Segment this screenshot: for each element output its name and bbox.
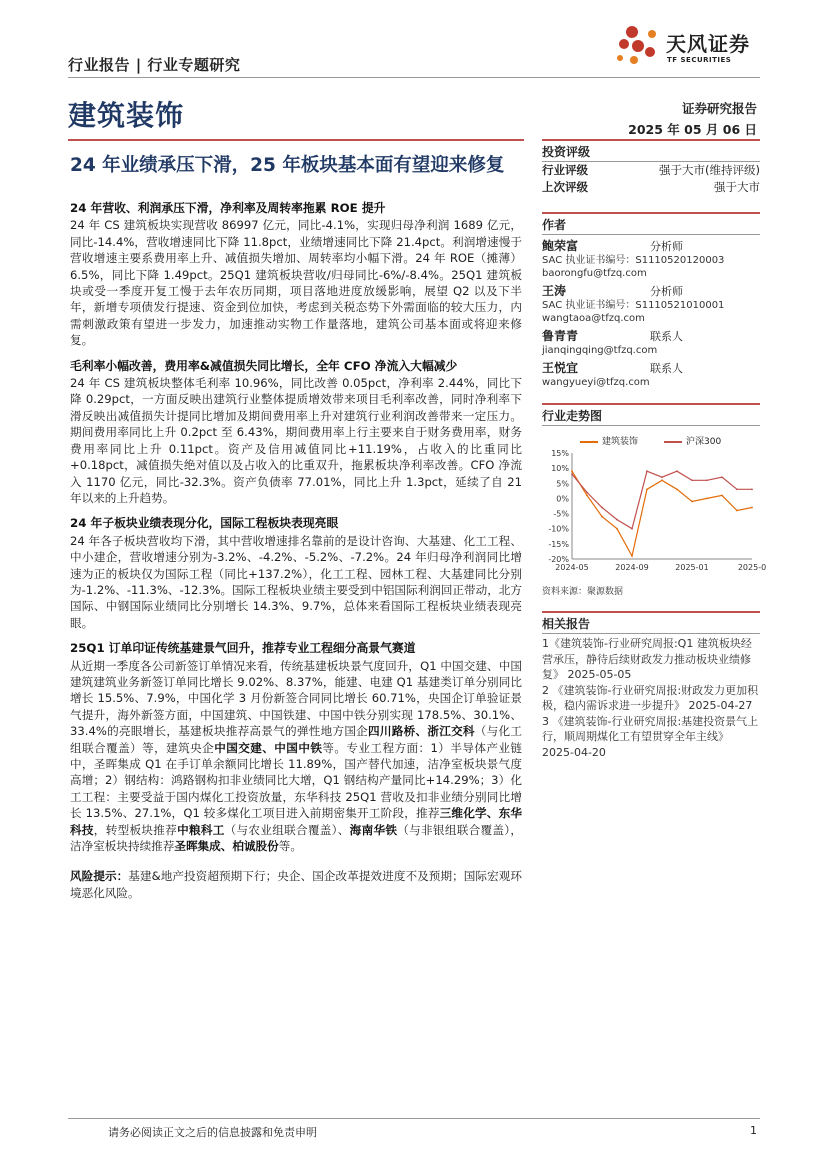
author-role: 联系人 (650, 362, 683, 375)
y-tick-label: 15% (551, 449, 569, 458)
section-body: 24 年各子板块营收均下滑，其中营收增速排名靠前的是设计咨询、大基建、化工工程、中小建企，营收增速分别为-3.2%、-4.2%、-5.2%、-7.2%。24 年归母净利润同比增速为正的板块仅为国际工程（同比+137.2%），化工工程、园林工程、大基建同比分别为-1.2%、-11.3%、-12.3%。国际工程板块业绩主要受到中铝国际利润回正带动，北方国际、中钢国际业绩同比分别增长 14.3%、9.7%，总体来看国际工程板块业绩表现亮眼。 (70, 533, 522, 630)
rating-key: 上次评级 (542, 180, 588, 194)
author-block (542, 359, 760, 389)
series-point (676, 470, 678, 472)
legend-swatch (664, 441, 682, 443)
page-number: 1 (750, 1124, 757, 1137)
series-point (631, 528, 633, 530)
x-tick-label: 2025-01 (675, 563, 709, 572)
y-tick-label: -5% (553, 509, 569, 519)
author-name: 王涛 (542, 284, 567, 298)
body-text: 从近期一季度各公司新签订单情况来看，传统基建板块景气度回升，Q1 中国交建、中国建筑建筑业务新签订单同比增长 9.02%、8.37%，能建、电建 Q1 基建类订单分别同比增长 15.5%、7.9%，中国化学 3 月份新签合同同比增长 60.71%，央国企订单验证景气提升，海外新签方面，中国建筑、中国铁建、中国中铁分别实现 178.5%、30.1%、33.4%的亮眼增长，基建板块推荐高景气的弹性地方国企 (70, 658, 522, 739)
series-point (706, 479, 708, 481)
section-body: 24 年 CS 建筑板块整体毛利率 10.96%，同比改善 0.05pct，净利率 2.44%，同比下降 0.29pct，一方面反映出建筑行业整体提质增效带来项目毛利率改善，同时净利率下滑反映出减值损失计提同比增加及期间费用率上升对建筑行业利润改善带来一定压力。期间费用率同比上升 0.2pct 至 6.43%，期间费用率上行主要来自于财务费用率，财务费用率同比上升 0.11pct。资产及信用减值同比+11.19%，占收入的比重同比+0.18pct，减值损失绝对值以及占收入的比重双升，拖累板块净利率改善。CFO 净流入 1170 亿元，同比-32.3%。资产负债率 77.01%，同比上升 1.3pct，延续了自 21 年以来的上升趋势。 (70, 376, 522, 505)
author-cert: SAC 执业证书编号：S1110520120003 (542, 255, 725, 266)
risk-warning (70, 868, 522, 901)
author-email[interactable]: baorongfu@tfzq.com (542, 268, 647, 279)
section-body: 24 年 CS 建筑板块实现营收 86997 亿元，同比-4.1%，实现归母净利润 1689 亿元，同比-14.4%，营收增速同比下降 11.8pct，业绩增速同比下降 21.4pct。利润增速慢于营收增速主要系费用率上升、减值损失增加、周转率均小幅下滑。24 年 ROE（摊薄）6.5%，同比下降 1.49pct。25Q1 建筑板块营收/归母同比-6%/-8.4%。25Q1 建筑板块或受一季度开复工慢于去年农历同期，项目落地进度放缓影响，展望 Q2 以及下半年，新增专项债发行提速、资金到位加快，考虑到关税态势下外需面临的较大压力，内需刺激政策有望进一步发力，加速推动实物工作量落地，建筑公司基本面或将迎来修复。 (70, 218, 522, 348)
report-date: 2025 年 05 月 06 日 (628, 122, 757, 137)
stock-highlight: 海南华铁 (349, 822, 398, 837)
y-tick-label: -15% (548, 539, 569, 549)
author-name: 鲁青青 (542, 329, 579, 343)
series-point (706, 498, 708, 500)
author-name: 鲍荣富 (542, 239, 579, 253)
section-heading: 25Q1 订单印证传统基建景气回升，推荐专业工程细分高景气赛道 (70, 641, 416, 656)
series-point (736, 488, 738, 490)
series-point (571, 470, 573, 472)
section-4 (70, 640, 522, 854)
header-divider (68, 77, 760, 78)
series-point (571, 473, 573, 475)
stock-highlight: 中国交建、中国中铁 (214, 740, 323, 755)
risk-label: 风险提示： (70, 869, 129, 884)
x-tick-label: 2024-05 (555, 563, 589, 572)
author-cert: SAC 执业证书编号：S1110521010001 (542, 300, 725, 311)
body-text: （与化工组联合覆盖）等，建筑央企 (70, 724, 522, 755)
series-point (736, 510, 738, 512)
chart-source: 资料来源：聚源数据 (542, 587, 624, 597)
stock-highlight: 中粮科工 (177, 822, 225, 837)
body-text: 等。 (278, 839, 302, 854)
authors-title: 作者 (542, 218, 567, 232)
rating-value: 强于大市(维持评级) (659, 163, 760, 177)
related-title: 相关报告 (542, 617, 591, 631)
body-text: （与农业组联合覆盖）、 (224, 822, 350, 837)
main-content (70, 200, 522, 910)
related-report-link[interactable]: 2 《建筑装饰-行业研究周报:财政发力更加积极，稳内需诉求进一步提升》 2025-04-27 (542, 683, 759, 712)
body-text: 等。专业工程方面：1）半导体产业链中，圣晖集成 Q1 在手订单余额同比增长 11.89%，国产替代加速，洁净室板块景气度高增；2）钢结构：鸿路钢构扣非业绩同比大增，Q1 钢结构产量同比+14.29%；3）化工工程：主要受益于国内煤化工投资放量，东华科技 25Q1 营收及扣非业绩分别同比增长 13.5%、27.1%，Q1 较多煤化工项目进入前期密集开工阶段，推荐 (70, 740, 522, 821)
title-rule (68, 139, 524, 141)
tf-logo-icon (612, 22, 664, 72)
series-point (586, 491, 588, 493)
trend-title: 行业走势图 (542, 409, 603, 423)
series-point (601, 516, 603, 518)
x-tick-label: 2025-0 (737, 563, 767, 572)
author-email[interactable]: wangyueyi@tfzq.com (542, 377, 650, 388)
trend-chart-svg (542, 447, 767, 579)
body-text: （与非银组联合覆盖），洁净室板块持续推荐 (70, 822, 522, 854)
section-1 (70, 200, 522, 349)
series-point (691, 501, 693, 503)
report-type: 证券研究报告 (681, 101, 757, 116)
series-point (721, 476, 723, 478)
y-tick-label: 10% (551, 464, 569, 474)
series-point (586, 495, 588, 497)
section-heading: 24 年子板块业绩表现分化，国际工程板块表现亮眼 (70, 516, 339, 531)
divider (542, 633, 760, 634)
chart-legend (542, 434, 760, 447)
series-point (616, 528, 618, 530)
related-report-link[interactable]: 1《建筑装饰-行业研究周报:Q1 建筑板块经营承压，静待后续财政发力推动板块业绩修复》 2025-05-05 (542, 637, 752, 681)
risk-text: 基建&地产投资超预期下行；央企、国企改革提效进度不及预期；国际宏观环境恶化风险。 (70, 869, 522, 900)
brand-name-en: TF SECURITIES (667, 56, 732, 64)
footer-divider (68, 1118, 760, 1119)
series-point (676, 488, 678, 490)
y-tick-label: -10% (548, 524, 569, 534)
report-title: 24 年业绩承压下滑，25 年板块基本面有望迎来修复 (70, 155, 505, 176)
stock-highlight: 四川路桥、浙江交科 (368, 724, 475, 739)
y-tick-label: -20% (548, 555, 569, 564)
series-point (601, 507, 603, 509)
series-line-1 (572, 471, 752, 556)
section-2 (70, 358, 522, 507)
author-block (542, 282, 760, 325)
spacer (542, 196, 760, 212)
series-point (616, 519, 618, 521)
legend-swatch (580, 441, 598, 443)
author-block (542, 327, 760, 357)
series-point (691, 479, 693, 481)
report-category: 行业报告 | 行业专题研究 (68, 56, 241, 74)
section-heading: 24 年营收、利润承压下滑，净利率及周转率拖累 ROE 提升 (70, 201, 386, 215)
series-point (646, 470, 648, 472)
divider (542, 425, 760, 426)
body-text: ，转型板块推荐 (93, 822, 178, 837)
section-body (70, 658, 522, 855)
rating-row (542, 162, 760, 179)
series-point (646, 488, 648, 490)
divider (542, 234, 760, 235)
rating-row (542, 179, 760, 196)
author-role: 分析师 (650, 285, 683, 298)
legend-item (580, 434, 638, 447)
y-tick-label: 0% (556, 494, 569, 504)
x-tick-label: 2024-09 (615, 563, 649, 572)
spacer (542, 389, 760, 403)
trend-chart (542, 434, 767, 597)
series-point (631, 555, 633, 557)
series-point (751, 507, 753, 509)
series-point (751, 488, 753, 490)
footer-disclaimer: 请务必阅读正文之后的信息披露和免责申明 (108, 1126, 317, 1139)
author-role: 联系人 (650, 330, 683, 343)
legend-label: 建筑装饰 (602, 437, 639, 447)
series-point (661, 479, 663, 481)
rating-value: 强于大市 (714, 180, 760, 194)
stock-highlight: 三维化学、东华科技 (70, 806, 522, 837)
series-point (661, 476, 663, 478)
legend-item (664, 434, 721, 447)
spacer (542, 597, 760, 611)
related-report-link[interactable]: 3 《建筑装饰-行业研究周报:基建投资景气上行，顺周期煤化工有望贯穿全年主线》 2025-04-20 (542, 714, 759, 759)
author-email[interactable]: wangtaoa@tfzq.com (542, 313, 645, 324)
brand-name-cn: 天风证券 (666, 32, 750, 56)
section-3 (70, 515, 522, 631)
related-reports (542, 636, 760, 760)
series-point (721, 495, 723, 497)
sidebar (542, 139, 767, 760)
rating-title: 投资评级 (542, 145, 591, 159)
rating-key: 行业评级 (542, 163, 588, 177)
author-block (542, 237, 760, 280)
stock-highlight: 圣晖集成、柏诚股份 (174, 839, 279, 854)
author-email[interactable]: jianqingqing@tfzq.com (542, 345, 658, 356)
sector-title: 建筑装饰 (68, 99, 185, 132)
author-role: 分析师 (650, 240, 683, 253)
legend-label: 沪深300 (686, 437, 722, 447)
section-heading: 毛利率小幅改善，费用率&减值损失同比增长，全年 CFO 净流入大幅减少 (70, 358, 458, 373)
y-tick-label: 5% (556, 479, 569, 489)
author-name: 王悦宜 (542, 361, 579, 375)
